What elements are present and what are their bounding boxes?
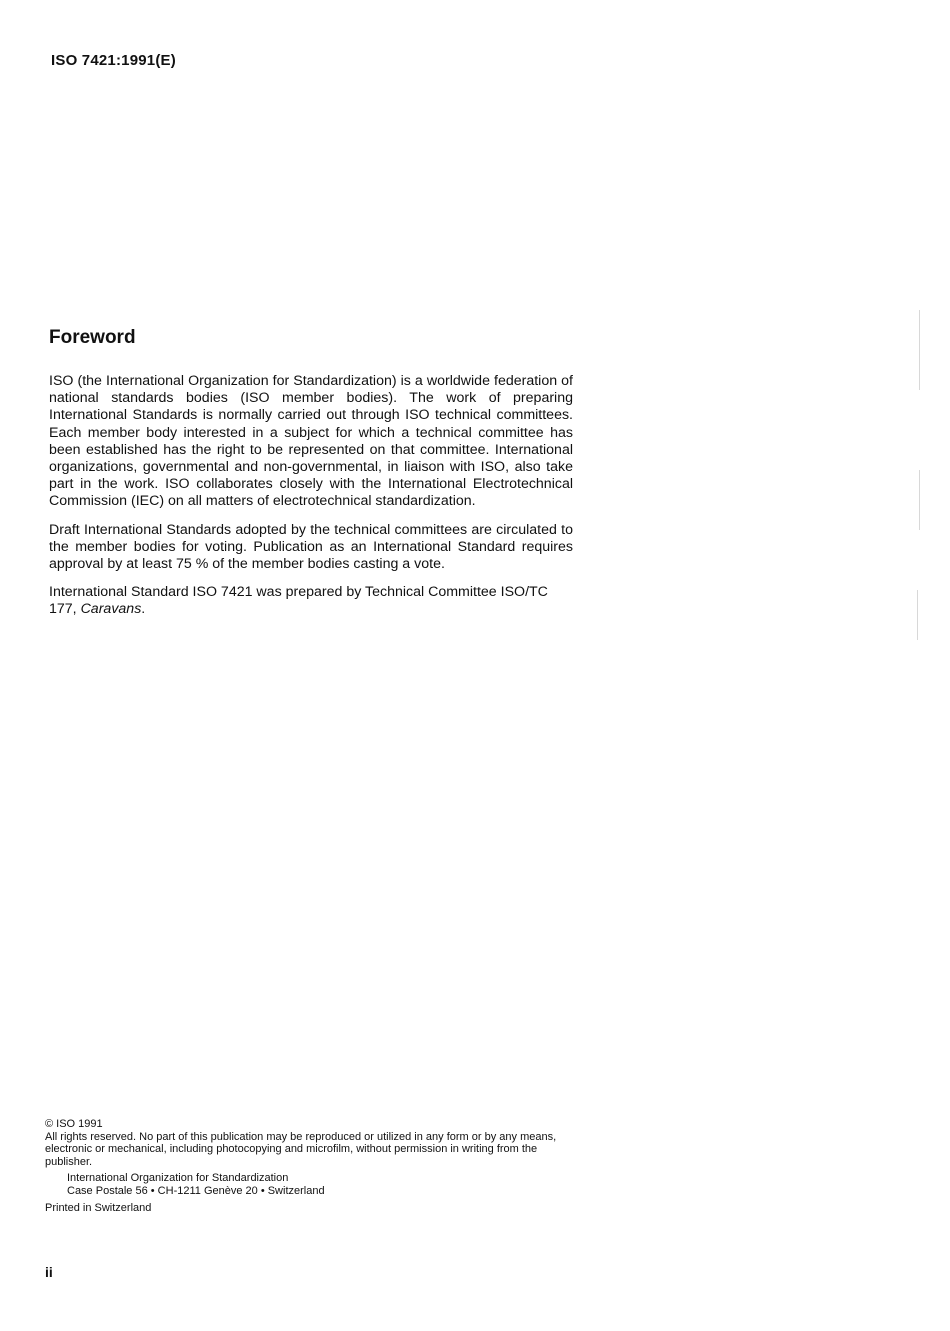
foreword-paragraph-3-text: International Standard ISO 7421 was prepared by Technical Committee ISO/TC 177, [49, 584, 548, 618]
foreword-body [49, 373, 573, 630]
foreword-paragraph-1: ISO (the International Organization for Standardization) is a worldwide federation of national standards bodies (ISO member bodies). The work of preparing International Standards is normally carried out through ISO technical committees. Each member body interested in a subject for which a technical committee has been established has the right to be represented on that committee. International organizations, governmental and non-governmental, in liaison with ISO, also take part in the work. ISO collaborates closely with the International Electrotechnical Commission (IEC) on all matters of electrotechnical standardization. [49, 373, 573, 510]
scan-edge-mark [917, 590, 918, 640]
rights-statement: All rights reserved. No part of this publication may be reproduced or utilized in any form or by any means, electronic or mechanical, including photocopying and microfilm, without permission in writing from the publisher. [45, 1130, 557, 1168]
foreword-paragraph-3 [49, 584, 573, 618]
postal-address: Case Postale 56 • CH-1211 Genève 20 • Switzerland [67, 1184, 325, 1197]
page-number: ii [45, 1264, 53, 1280]
copyright-notice: © ISO 1991 [45, 1118, 103, 1130]
organization-name: International Organization for Standardization [67, 1172, 289, 1185]
scan-edge-mark [919, 470, 920, 530]
foreword-heading: Foreword [49, 327, 136, 348]
committee-title: Caravans [80, 601, 142, 618]
scan-edge-mark [919, 310, 920, 390]
foreword-paragraph-3-end: . [141, 601, 146, 618]
document-id: ISO 7421:1991(E) [51, 52, 176, 69]
printed-in: Printed in Switzerland [45, 1201, 152, 1214]
foreword-paragraph-2: Draft International Standards adopted by the technical committees are circulated to the member bodies for voting. Publication as an International Standard requires approval by at least 75 % of the member bodies casting a vote. [49, 521, 573, 573]
copyright-block [45, 1118, 575, 1214]
